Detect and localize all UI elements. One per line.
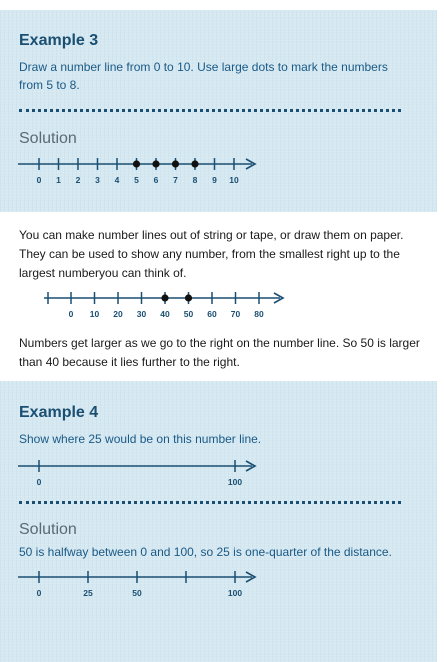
- marked-dot: [185, 294, 192, 301]
- tick-label: 10: [89, 309, 100, 319]
- example-4-solution-text: 50 is halfway between 0 and 100, so 25 is one-quarter of the distance.: [19, 545, 392, 559]
- tick-label: 40: [160, 309, 170, 319]
- tick-label: 0: [36, 588, 42, 598]
- tick-label: 0: [68, 309, 74, 319]
- example-4-dotted-divider: [19, 501, 401, 504]
- number-line-0-to-100-solution: [16, 565, 276, 597]
- tick-label: 6: [153, 175, 159, 185]
- tick-label: 1: [56, 175, 61, 185]
- tick-label: 25: [83, 588, 93, 598]
- marked-dot: [161, 294, 168, 301]
- example-3-solution-label: Solution: [19, 130, 77, 147]
- tick-label: 50: [132, 588, 142, 598]
- example-3-heading: Example 3: [19, 32, 99, 49]
- tick-label: 10: [229, 175, 239, 185]
- explanation-line-1: You can make number lines out of string or tape, or draw them on paper.: [19, 228, 404, 242]
- tick-label: 2: [75, 175, 81, 185]
- tick-label: 80: [254, 309, 264, 319]
- tick-label: 30: [136, 309, 147, 319]
- tick-label: 9: [212, 175, 217, 185]
- tick-label: 0: [36, 175, 42, 185]
- tick-label: 7: [173, 175, 178, 185]
- number-line-0-to-80: [42, 286, 302, 318]
- larger-numbers-line-1: Numbers get larger as we go to the right on the number line. So 50 is larger: [19, 336, 420, 350]
- tick-label: 100: [227, 588, 243, 598]
- marked-dot: [172, 160, 179, 167]
- tick-label: 4: [114, 175, 120, 185]
- example-4-question: Show where 25 would be on this number line.: [19, 432, 262, 446]
- marked-dot: [191, 160, 198, 167]
- tick-label: 100: [227, 477, 243, 487]
- example-3-dotted-divider: [19, 109, 401, 112]
- tick-label: 20: [113, 309, 123, 319]
- tick-label: 3: [95, 175, 100, 185]
- example-3-question-line-2: from 5 to 8.: [19, 78, 80, 92]
- marked-dot: [133, 160, 140, 167]
- example-3-question-line-1: Draw a number line from 0 to 10. Use large dots to mark the numbers: [19, 60, 388, 74]
- example-4-heading: Example 4: [19, 404, 99, 421]
- tick-label: 0: [36, 477, 42, 487]
- example-4-solution-label: Solution: [19, 521, 77, 538]
- tick-label: 70: [230, 309, 241, 319]
- number-line-0-to-10: [16, 152, 266, 184]
- tick-label: 60: [207, 309, 217, 319]
- marked-dot: [152, 160, 159, 167]
- number-line-0-to-100-question: [16, 454, 276, 486]
- tick-label: 8: [192, 175, 198, 185]
- explanation-line-2: They can be used to show any number, from the smallest right up to the: [19, 247, 400, 261]
- explanation-line-3: largest numberyou can think of.: [19, 266, 187, 280]
- tick-label: 50: [183, 309, 194, 319]
- tick-label: 5: [134, 175, 139, 185]
- larger-numbers-line-2: than 40 because it lies further to the right.: [19, 355, 240, 369]
